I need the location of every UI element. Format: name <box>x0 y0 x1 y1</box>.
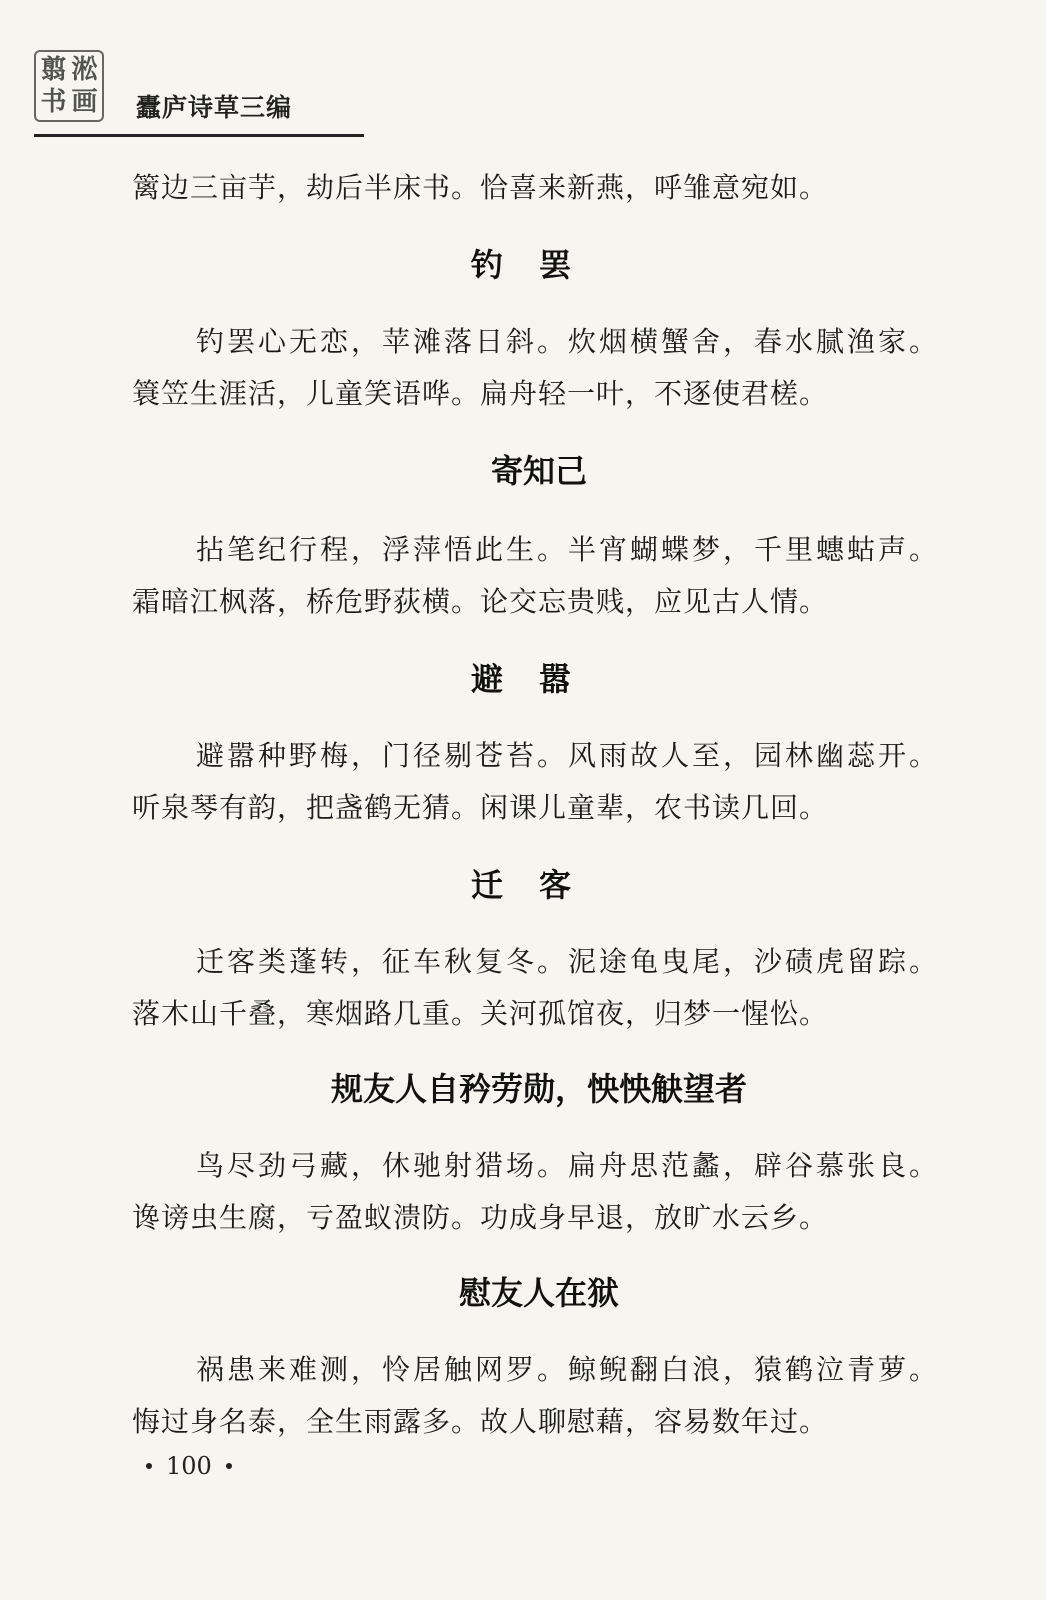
poem-title: 慰友人在狱 <box>458 1274 619 1312</box>
bullet-dot-icon <box>226 1463 232 1469</box>
poem-line: 拈笔纪行程，浮萍悟此生。半宵蝴蝶梦，千里蟪蛄声。 <box>196 533 941 566</box>
poem-title: 避嚣 <box>470 660 607 698</box>
poem-line: 霜暗江枫落，桥危野荻横。论交忘贵贱，应见古人情。 <box>132 585 829 618</box>
poem-line: 簑笠生涯活，儿童笑语哗。扁舟轻一叶，不逐使君槎。 <box>132 377 829 410</box>
seal-char: 书 <box>40 87 67 117</box>
header-rule <box>34 134 364 137</box>
seal-char: 翦 <box>40 55 67 85</box>
carryover-line: 篱边三亩芋，劫后半床书。恰喜来新燕，呼雏意宛如。 <box>132 171 829 204</box>
poem-line: 谗谤虫生腐，亏盈蚁溃防。功成身早退，放旷水云乡。 <box>132 1201 829 1234</box>
poem-title: 钓罢 <box>470 246 607 284</box>
poem-line: 悔过身名泰，全生雨露多。故人聊慰藉，容易数年过。 <box>132 1405 829 1438</box>
seal-char: 画 <box>71 87 98 117</box>
poem-line: 避嚣种野梅，门径剔苍苔。风雨故人至，园林幽蕊开。 <box>196 739 941 772</box>
seal-stamp-icon <box>34 50 104 122</box>
seal-char: 淞 <box>71 55 98 85</box>
poem-line: 落木山千叠，寒烟路几重。关河孤馆夜，归梦一惺忪。 <box>132 997 829 1030</box>
poem-line: 听泉琴有韵，把盏鹤无猜。闲课儿童辈，农书读几回。 <box>132 791 829 824</box>
poem-title: 迁客 <box>470 866 607 904</box>
poem-title: 规友人自矜劳勋，怏怏觖望者 <box>330 1070 747 1108</box>
poem-line: 鸟尽劲弓藏，休驰射猎场。扁舟思范蠡，辟谷慕张良。 <box>196 1149 941 1182</box>
poem-line: 祸患来难测，怜居触网罗。鲸鲵翻白浪，猿鹤泣青萝。 <box>196 1353 941 1386</box>
poem-title: 寄知己 <box>490 452 587 490</box>
poem-line: 钓罢心无恋，苹滩落日斜。炊烟横蟹舍，春水腻渔家。 <box>196 325 941 358</box>
bullet-dot-icon <box>146 1463 152 1469</box>
poem-line: 迁客类蓬转，征车秋复冬。泥途龟曳尾，沙碛虎留踪。 <box>196 945 941 978</box>
page-number <box>146 1452 232 1480</box>
running-head: 蠹庐诗草三编 <box>136 93 293 122</box>
page-number-value: 100 <box>166 1452 212 1480</box>
